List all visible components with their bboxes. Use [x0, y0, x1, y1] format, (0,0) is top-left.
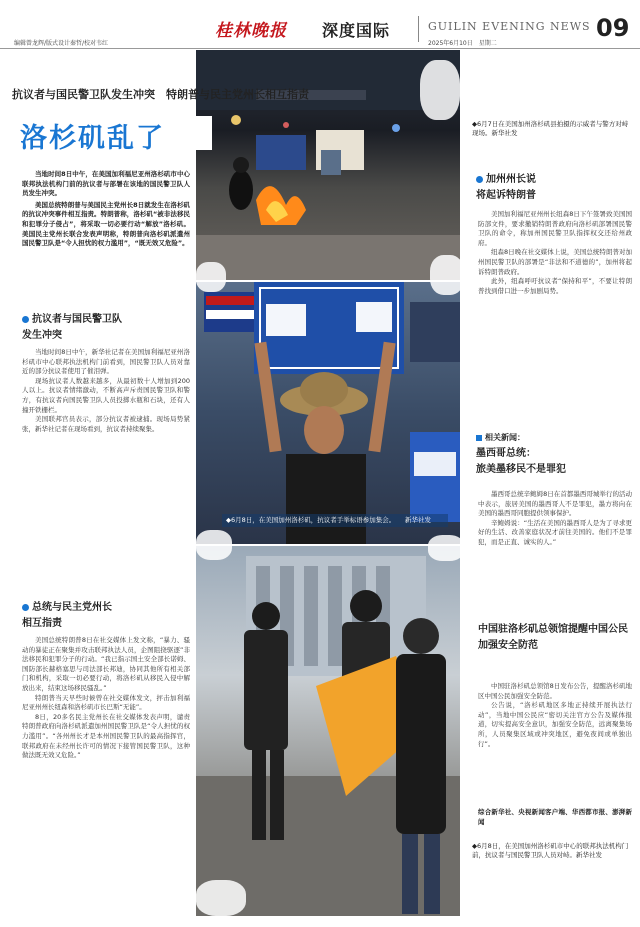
body-paragraph: 墨西哥总统辛鲍姆8日在首都墨西哥城举行的活动中表示，旅居美国的墨西哥人不是罪犯，墨方将向在美国的墨西哥同胞提供领事保护。	[478, 490, 632, 518]
headline-kicker: 抗议者与国民警卫队发生冲突 特朗普与民主党州长相互指责	[12, 88, 309, 101]
square-bullet-icon	[476, 435, 482, 441]
guard-standoff-photo	[196, 546, 460, 916]
subheading-blame	[22, 600, 112, 632]
lead-paragraphs	[22, 170, 190, 251]
lead-paragraph: 当地时间8日中午，在美国加利福尼亚州洛杉矶市中心联邦执法机构门前的抗议者与部署在该地的国民警卫队人员发生冲突。	[22, 170, 190, 198]
body-paragraph: 美国联邦官员表示，部分抗议者被逮捕。现场局势紧张，新华社记者在现场看到，抗议者持续聚集。	[22, 415, 190, 433]
body-paragraph: 辛鲍姆说：“生活在美国的墨西哥人是为了寻求更好的生活、改善家庭状况才前往美国的。他们不是罪犯，而是正直、诚实的人。”	[478, 518, 632, 546]
subheading-line: 墨西哥总统：	[476, 448, 536, 459]
caption-text: 6月7日在美国加州洛杉矶县拍摄的示威者与警方对峙现场。新华社发	[472, 120, 629, 137]
body-paragraph: 美国总统特朗普8日在社交媒体上发文称，“暴力、骚动的暴徒正在聚集并攻击联邦执法人员，企图阻挠驱逐”非法移民和犯罪分子的行动。“我已指示国土安全部长诺姆、国防部长赫格塞思与司法部长邦迪，协同其他所有相关部门和机构，采取一切必要行动，将洛杉矶从移民入侵中解放出来，结束这场移民骚乱。”	[22, 636, 190, 692]
caption-text: 6月8日，在美国加州洛杉矶市中心的联邦执法机构门前，抗议者与国民警卫队人员对峙。新华社发	[472, 842, 629, 859]
torn-paper-decor	[430, 255, 464, 295]
news-sources: 综合新华社、央视新闻客户端、华西都市报、澎湃新闻	[478, 808, 632, 826]
related-news-label: 相关新闻：	[485, 433, 525, 442]
subheading-line: 发生冲突	[22, 330, 62, 341]
page-number: 09	[596, 14, 630, 42]
torn-paper-decor	[196, 880, 246, 916]
paper-name-english: GUILIN EVENING NEWS	[428, 20, 591, 33]
body-paragraph: 公告说，“洛杉矶地区多地正持续开展执法行动”，当地中国公民应“密切关注官方公告及媒体报道，切实提高安全意识，加强安全防范，远离聚集场所，人员聚集区域或冲突地区，避免夜间或单独出行”。	[478, 701, 632, 748]
article-body-blame	[22, 636, 190, 761]
body-paragraph: 现场抗议者人数越来越多，从最初数十人增加到200人以上。抗议者情绪激动，不断高声斥责国民警卫队和警方，有抗议者向国民警卫队人员投掷水瓶和石块，还有人撞开铁栅栏。	[22, 376, 190, 414]
body-paragraph: 8日，20多名民主党州长在社交媒体发表声明，谴责特朗普政府向洛杉矶派遣加州国民警卫队是“令人担忧的权力滥用”。“各州州长才是本州国民警卫队的最高指挥官，联邦政府在未经州长许可的情况下接管国民警卫队，这种做法既无效又危险。”	[22, 712, 190, 760]
torn-paper-decor	[196, 262, 226, 292]
subheading-line: 抗议者与国民警卫队	[32, 314, 122, 325]
body-paragraph: 此外，纽森呼吁抗议者“保持和平”，不要让特朗普找到借口进一步加剧局势。	[478, 277, 632, 295]
article-body-clash	[22, 348, 190, 434]
torn-paper-decor	[420, 60, 460, 120]
article-body-mexico	[478, 490, 632, 548]
subheading-line: 总统与民主党州长	[32, 602, 112, 613]
bullet-icon	[476, 176, 483, 183]
photo-caption-1	[472, 120, 630, 138]
subheading-clash	[22, 312, 122, 344]
photo-caption-2	[222, 514, 448, 527]
subheading-line: 加州州长说	[486, 174, 536, 185]
header-divider	[418, 16, 419, 42]
issue-date: 2025年6月10日 星期二	[428, 40, 497, 47]
editor-credits: 编辑曾龙辉/版式设计秦哲/校对韦红	[14, 40, 109, 47]
subheading-consulate: 中国驻洛杉矶总领馆提醒中国公民加强安全防范	[478, 624, 628, 651]
main-title: 洛杉矶乱了	[20, 123, 165, 154]
article-body-consulate	[478, 682, 632, 749]
subheading-governor	[476, 172, 536, 204]
caption-arrow-icon: ◆	[472, 120, 477, 128]
body-paragraph: 美国加利福尼亚州州长纽森8日下午签署致美国国防部文件，要求撤销特朗普政府向洛杉矶部署国民警卫队的命令，称加州国民警卫队指挥权交还给州政府。	[478, 210, 632, 247]
body-paragraph: 中国驻洛杉矶总领馆8日发布公告，提醒洛杉矶地区中国公民加强安全防范。	[478, 682, 632, 700]
torn-paper-decor	[196, 530, 232, 560]
bullet-icon	[22, 604, 29, 611]
subheading-line: 相互指责	[22, 618, 62, 629]
guard-standoff-illustration	[196, 546, 460, 916]
section-name: 深度国际	[322, 21, 391, 40]
subheading-mexico	[476, 430, 566, 478]
bullet-icon	[22, 316, 29, 323]
protest-sign-photo	[196, 282, 460, 544]
article-body-governor	[478, 210, 632, 296]
caption-arrow-icon: ◆	[472, 842, 477, 850]
photo-caption-3	[472, 842, 630, 860]
caption-arrow-icon: ◆	[226, 516, 231, 524]
caption-text: 6月8日，在美国加州洛杉矶，抗议者手举标语参加集会。 新华社发	[231, 516, 432, 524]
lead-paragraph: 美国总统特朗普与美国民主党州长8日就发生在洛杉矶的抗议冲突事件相互指责。特朗普称，洛杉矶“被非法移民和犯罪分子侵占”，将采取一切必要行动“解放”洛杉矶。美国民主党州长联合发表声明称，特朗普向洛杉矶派遣州国民警卫队是“令人担忧的权力滥用”，“既无效又危险”。	[22, 200, 190, 248]
body-paragraph: 特朗普当天早些时候曾在社交媒体发文，抨击加利福尼亚州州长纽森和洛杉矶市长巴斯“无能”。	[22, 693, 190, 712]
protest-sign-illustration	[196, 282, 460, 544]
subheading-line: 旅美墨移民不是罪犯	[476, 464, 566, 475]
torn-paper-decor	[428, 535, 464, 561]
body-paragraph: 纽森8日晚在社交媒体上说，美国总统特朗普对加州国民警卫队的部署是“非法和不道德的”，加州将起诉特朗普政府。	[478, 248, 632, 276]
subheading-line: 将起诉特朗普	[476, 190, 536, 201]
body-paragraph: 当地时间8日中午，新华社记者在美国加利福尼亚州洛杉矶市中心联邦执法机构门前看到，国民警卫队人员对靠近的部分抗议者使用了催泪弹。	[22, 348, 190, 376]
paper-logo: 桂林晚报	[215, 21, 287, 41]
